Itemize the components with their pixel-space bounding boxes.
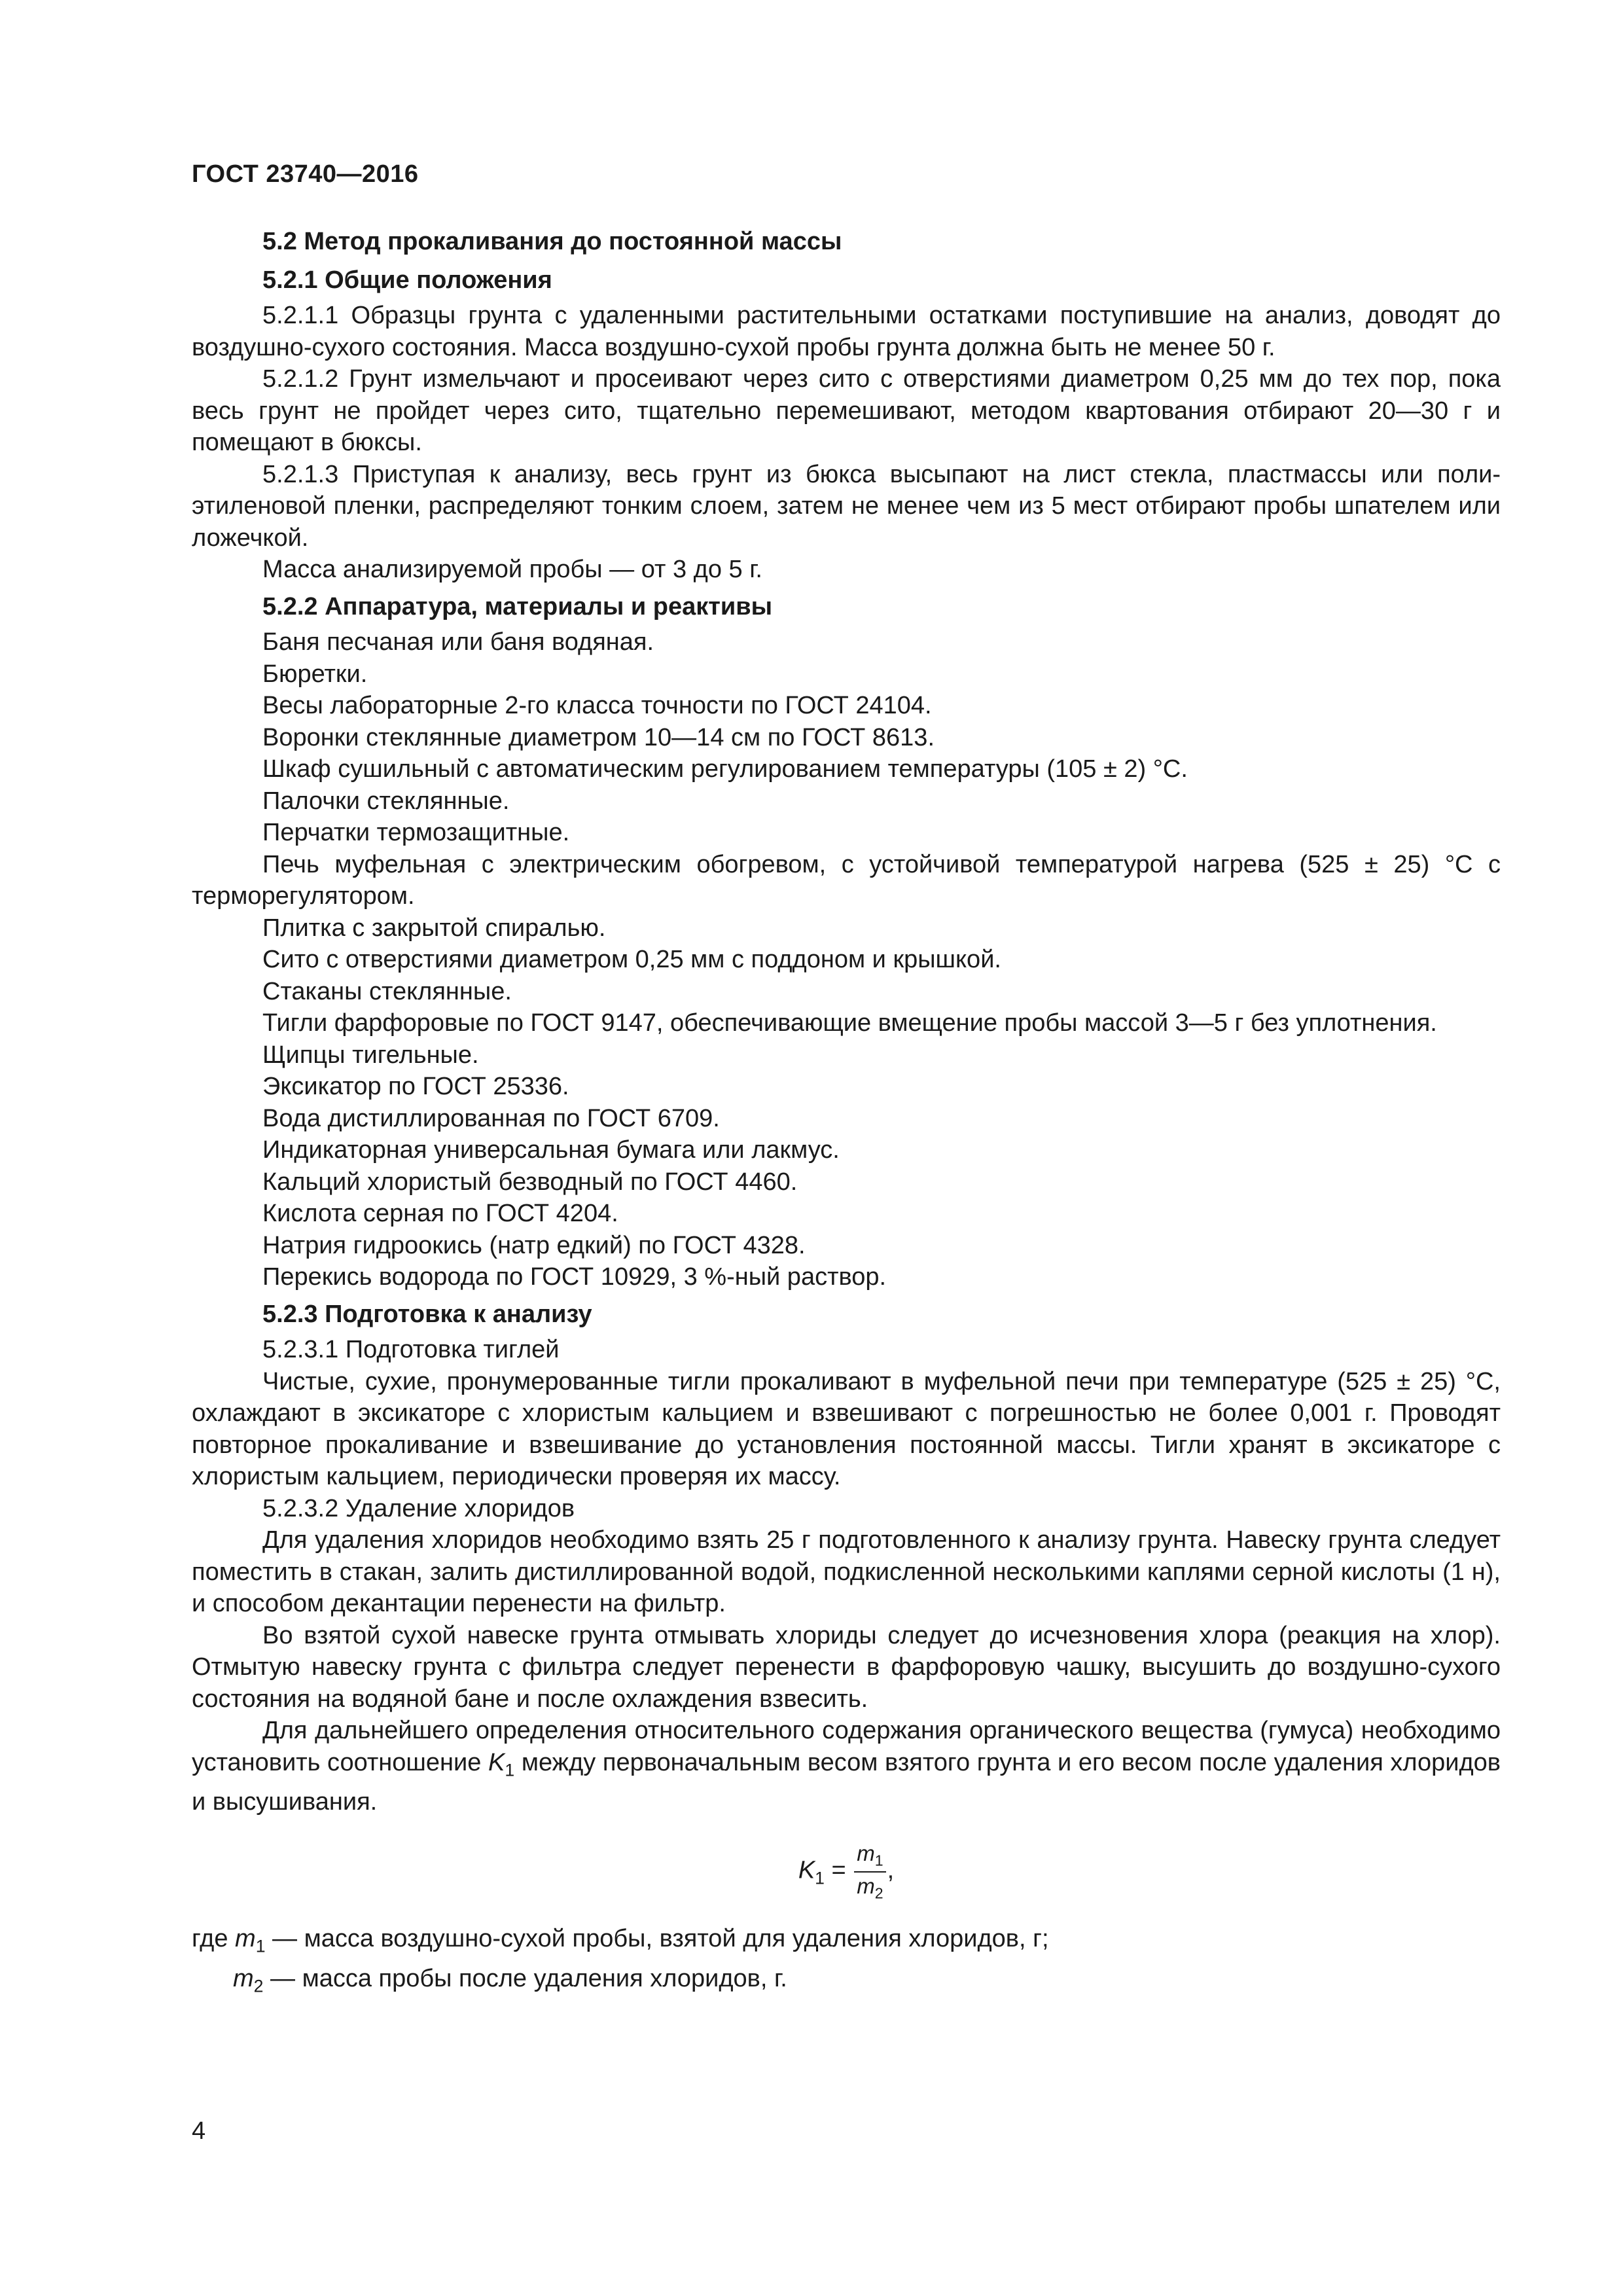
equipment-item: Баня песчаная или баня водяная. <box>262 628 654 656</box>
paragraph-washing: Во взятой сухой навеске грунта отмывать хлориды следует до исчезновения хлора (реакция на хлор). Отмытую навеску грунта с фильтра следует перенести в фарфоровую чашку, высушить до воздушно-сухого состояния на водяной бане и после охлаждения взвесить. <box>192 1621 1501 1713</box>
section-heading-5-2-1: 5.2.1 Общие положения <box>262 266 552 294</box>
paragraph-crucible-prep: Чистые, сухие, пронумерованные тигли прокаливают в муфельной печи при температуре (525 ± 25) °С, охлаждают в эксикаторе с хлористым кальцием и взвешивают с погрешностью не более 0,001 г. Проводят повторное прокаливание и взвешивание до установления постоянной массы. Тигли хранят в эксикаторе с хлористым кальцием, периодически проверяя их массу. <box>192 1367 1501 1490</box>
formula-k1: $K_1$ = $\frac{m_1}{m_2}$ , <box>798 1841 895 1902</box>
equipment-item: Перчатки термозащитные. <box>262 819 570 846</box>
section-heading-5-2: 5.2 Метод прокаливания до постоянной массы <box>262 228 842 255</box>
paragraph-chloride-removal: Для удаления хлоридов необходимо взять 25 г подготовленного к анализу грунта. Навеску грунта следует поместить в стакан, залить дистиллированной водой, подкисленной несколькими каплями серной кислоты (1 н), и способом декантации перенести на фильтр. <box>192 1526 1501 1617</box>
paragraph-sample-mass: Масса анализируемой пробы — от 3 до 5 г. <box>262 556 762 583</box>
paragraph-ratio: Для дальнейшего определения относительного содержания органического вещества (гумуса) необходимо установить соотношение $K_1$ между первоначальным весом взятого грунта и его весом после удаления хлоридов и высушивания. <box>192 1717 1501 1816</box>
equipment-item: Печь муфельная с электрическим обогревом, с устойчивой температурой нагрева (525 ± 25) °С с терморегулятором. <box>192 850 1501 910</box>
equipment-item: Щипцы тигельные. <box>262 1041 479 1069</box>
subheading-5-2-3-2: 5.2.3.2 Удаление хлоридов <box>262 1494 575 1522</box>
page-number: 4 <box>192 2117 206 2145</box>
paragraph-5-2-1-1: 5.2.1.1 Образцы грунта с удаленными растительными остатками поступившие на анализ, доводят до воздушно-сухого состояния. Масса воздушно-сухой пробы грунта должна быть не менее 50 г. <box>192 302 1501 361</box>
equipment-item: Вода дистиллированная по ГОСТ 6709. <box>262 1104 720 1132</box>
fraction: $\frac{m_1}{m_2}$ <box>854 1842 885 1901</box>
equipment-item: Плитка с закрытой спиралью. <box>262 914 606 942</box>
subheading-5-2-3-1: 5.2.3.1 Подготовка тиглей <box>262 1336 560 1363</box>
equipment-item: Шкаф сушильный с автоматическим регулированием температуры (105 ± 2) °С. <box>262 755 1188 783</box>
equipment-item: Перекись водорода по ГОСТ 10929, 3 %-ный раствор. <box>262 1263 887 1291</box>
document-body <box>192 226 1501 2002</box>
document-header: ГОСТ 23740—2016 <box>192 160 419 188</box>
equipment-item: Кислота серная по ГОСТ 4204. <box>262 1200 618 1227</box>
where-m2: $m_2$ — масса пробы после удаления хлоридов, г. <box>233 1964 787 1996</box>
equipment-item: Кальций хлористый безводный по ГОСТ 4460. <box>262 1168 798 1196</box>
equipment-item: Стаканы стеклянные. <box>262 977 512 1005</box>
section-heading-5-2-2: 5.2.2 Аппаратура, материалы и реактивы <box>262 592 773 620</box>
equipment-item: Весы лабораторные 2-го класса точности по ГОСТ 24104. <box>262 692 932 719</box>
section-heading-5-2-3: 5.2.3 Подготовка к анализу <box>262 1300 592 1328</box>
paragraph-5-2-1-3: 5.2.1.3 Приступая к анализу, весь грунт из бюкса высыпают на лист стекла, пластмассы или полиэтиленовой пленки, распределяют тонким слоем, затем не менее чем из 5 мест отбирают пробы шпателем или ложечкой. <box>192 460 1501 552</box>
equipment-item: Бюретки. <box>262 660 368 688</box>
equipment-item: Натрия гидроокись (натр едкий) по ГОСТ 4328. <box>262 1231 806 1259</box>
equipment-item: Воронки стеклянные диаметром 10—14 см по ГОСТ 8613. <box>262 723 935 751</box>
equipment-item: Индикаторная универсальная бумага или лакмус. <box>262 1136 840 1164</box>
equipment-item: Палочки стеклянные. <box>262 787 510 815</box>
where-m1: где $m_1$ — масса воздушно-сухой пробы, взятой для удаления хлоридов, г; <box>192 1925 1049 1957</box>
equipment-item: Тигли фарфоровые по ГОСТ 9147, обеспечивающие вмещение пробы массой 3—5 г без уплотнения. <box>262 1009 1437 1037</box>
equipment-item: Эксикатор по ГОСТ 25336. <box>262 1073 569 1100</box>
paragraph-5-2-1-2: 5.2.1.2 Грунт измельчают и просеивают через сито с отверстиями диаметром 0,25 мм до тех пор, пока весь грунт не пройдет через сито, тщательно перемешивают, методом квартования отбирают 20—30 г и помещают в бюксы. <box>192 365 1501 456</box>
equipment-item: Сито с отверстиями диаметром 0,25 мм с поддоном и крышкой. <box>262 946 1001 973</box>
equipment-list <box>192 626 1501 1293</box>
